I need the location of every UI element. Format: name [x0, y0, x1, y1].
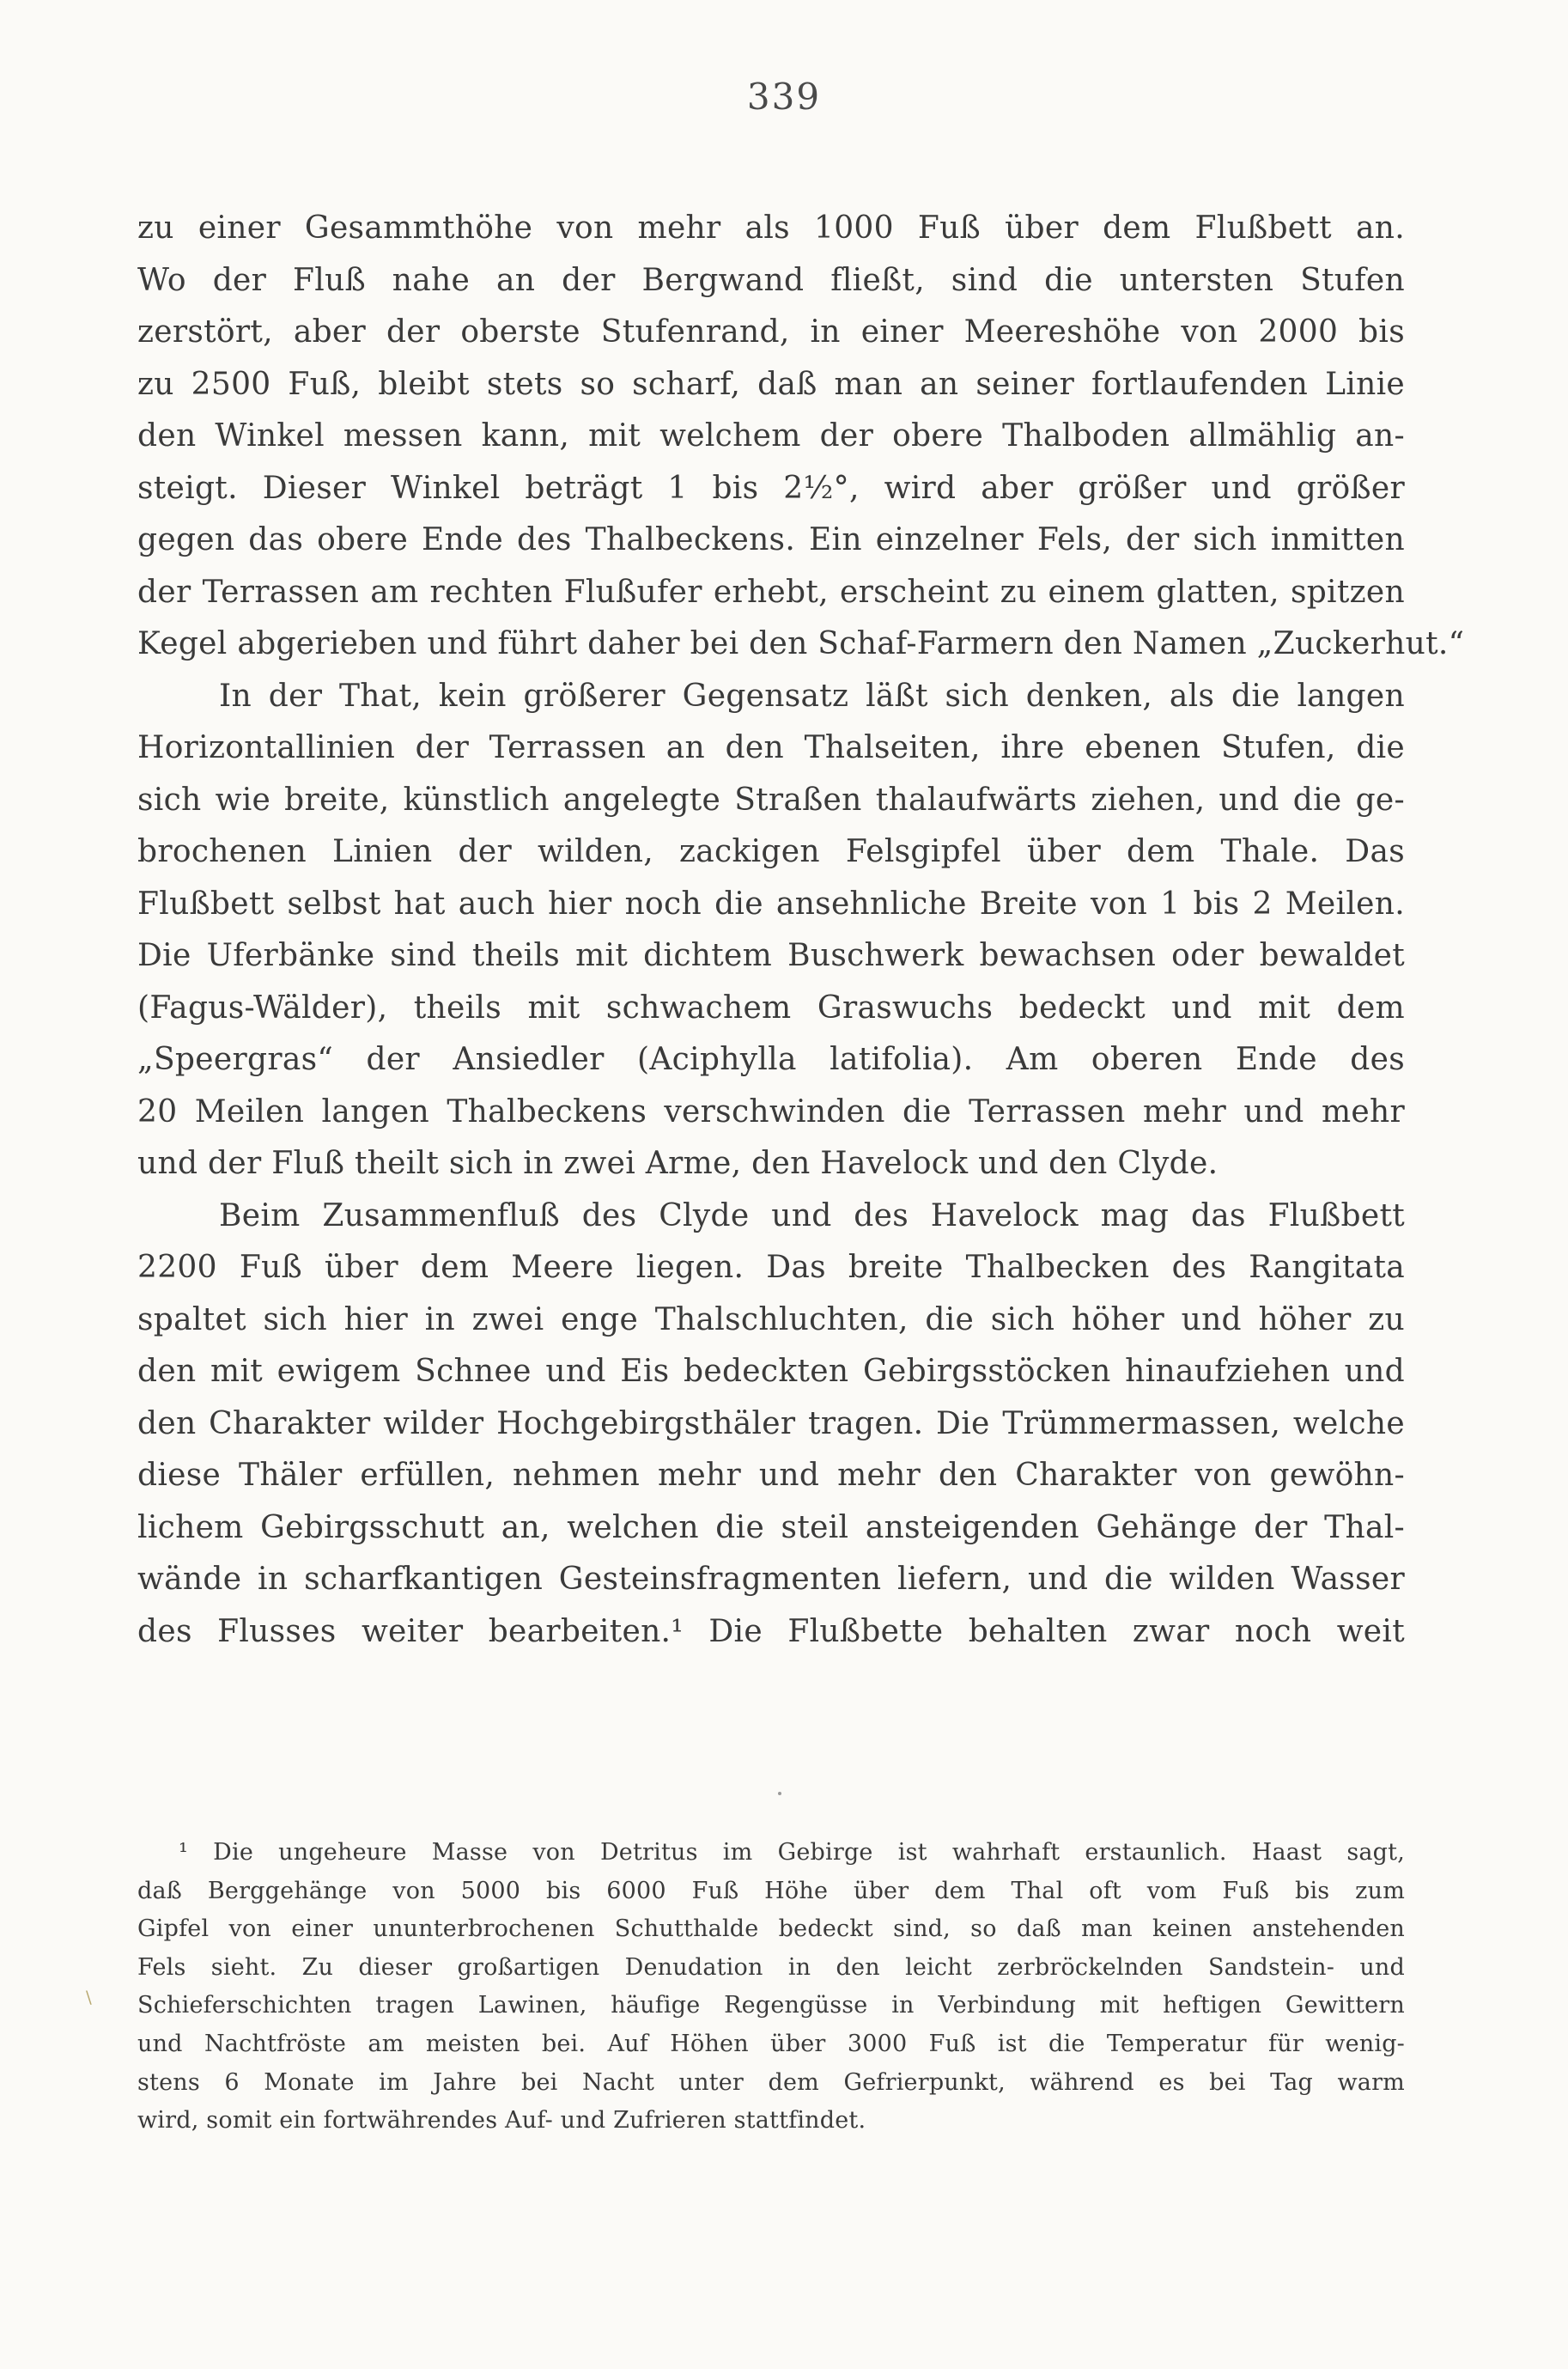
text-line: zu einer Gesammthöhe von mehr als 1000 Fuß über dem Flußbett an.	[137, 210, 1405, 246]
text-line: Horizontallinien der Terrassen an den Thalseiten, ihre ebenen Stufen, die	[137, 730, 1405, 765]
margin-mark-icon: \	[86, 1987, 92, 2007]
text-line: des Flusses weiter bearbeiten.¹ Die Flußbette behalten zwar noch weit	[137, 1613, 1405, 1649]
text-line: den Winkel messen kann, mit welchem der obere Thalboden allmählig an-	[137, 418, 1405, 454]
main-text	[137, 203, 1465, 1658]
text-line: brochenen Linien der wilden, zackigen Felsgipfel über dem Thale. Das	[137, 834, 1405, 869]
text-line: spaltet sich hier in zwei enge Thalschluchten, die sich höher und höher zu	[137, 1301, 1405, 1337]
text-line: den Charakter wilder Hochgebirgsthäler tragen. Die Trümmermassen, welche	[137, 1405, 1405, 1441]
text-line: gegen das obere Ende des Thalbeckens. Ein einzelner Fels, der sich inmitten	[137, 522, 1405, 557]
text-line: sich wie breite, künstlich angelegte Straßen thalaufwärts ziehen, und die ge-	[137, 782, 1405, 818]
footnote-block	[137, 1834, 1405, 2141]
text-line: lichem Gebirgsschutt an, welchen die steil ansteigenden Gehänge der Thal-	[137, 1509, 1405, 1545]
footnote-line: Fels sieht. Zu dieser großartigen Denudation in den leicht zerbröckelnden Sandstein- und	[137, 1953, 1405, 1981]
footnote-line: wird, somit ein fortwährendes Auf- und Zufrieren stattfindet.	[137, 2107, 866, 2135]
footnote-line: ¹ Die ungeheure Masse von Detritus im Gebirge ist wahrhaft erstaunlich. Haast sagt,	[179, 1839, 1405, 1866]
text-line: zu 2500 Fuß, bleibt stets so scharf, daß man an seiner fortlaufenden Linie	[137, 366, 1405, 402]
text-line: Flußbett selbst hat auch hier noch die ansehnliche Breite von 1 bis 2 Meilen.	[137, 886, 1405, 922]
text-line: 20 Meilen langen Thalbeckens verschwinden die Terrassen mehr und mehr	[137, 1093, 1405, 1130]
text-line: steigt. Dieser Winkel beträgt 1 bis 2½°, wird aber größer und größer	[137, 470, 1405, 506]
text-line: wände in scharfkantigen Gesteinsfragmenten liefern, und die wilden Wasser	[137, 1562, 1405, 1597]
text-line: 2200 Fuß über dem Meere liegen. Das breite Thalbecken des Rangitata	[137, 1250, 1405, 1285]
print-speck	[778, 1792, 781, 1795]
text-line: und der Fluß theilt sich in zwei Arme, den Havelock und den Clyde.	[137, 1146, 1219, 1181]
text-line: Wo der Fluß nahe an der Bergwand fließt, sind die untersten Stufen	[137, 262, 1405, 298]
footnote-line: Gipfel von einer ununterbrochenen Schutthalde bedeckt sind, so daß man keinen anstehenden	[137, 1915, 1405, 1943]
page-number: 339	[746, 76, 822, 118]
text-line: In der That, kein größerer Gegensatz läßt sich denken, als die langen	[219, 678, 1405, 714]
footnote-line: stens 6 Monate im Jahre bei Nacht unter dem Gefrierpunkt, während es bei Tag warm	[137, 2068, 1405, 2096]
text-line: diese Thäler erfüllen, nehmen mehr und mehr den Charakter von gewöhn-	[137, 1458, 1405, 1493]
text-line: zerstört, aber der oberste Stufenrand, in einer Meereshöhe von 2000 bis	[137, 314, 1405, 350]
footnote-line: und Nachtfröste am meisten bei. Auf Höhen über 3000 Fuß ist die Temperatur für wenig-	[137, 2030, 1405, 2057]
footnote-line: daß Berggehänge von 5000 bis 6000 Fuß Höhe über dem Thal oft vom Fuß bis zum	[137, 1877, 1405, 1904]
text-line: (Fagus-Wälder), theils mit schwachem Graswuchs bedeckt und mit dem	[137, 990, 1405, 1026]
text-line: Die Uferbänke sind theils mit dichtem Buschwerk bewachsen oder bewaldet	[137, 938, 1405, 973]
text-line: den mit ewigem Schnee und Eis bedeckten Gebirgsstöcken hinaufziehen und	[137, 1354, 1405, 1389]
text-line: Kegel abgerieben und führt daher bei den Schaf-Farmern den Namen „Zuckerhut.“	[137, 626, 1465, 661]
text-line: Beim Zusammenfluß des Clyde und des Havelock mag das Flußbett	[219, 1197, 1405, 1233]
footnote-line: Schieferschichten tragen Lawinen, häufige Regengüsse in Verbindung mit heftigen Gewittern	[137, 1992, 1405, 2019]
text-line: der Terrassen am rechten Flußufer erhebt, erscheint zu einem glatten, spitzen	[137, 574, 1405, 610]
text-line: „Speergras“ der Ansiedler (Aciphylla latifolia). Am oberen Ende des	[137, 1042, 1405, 1077]
